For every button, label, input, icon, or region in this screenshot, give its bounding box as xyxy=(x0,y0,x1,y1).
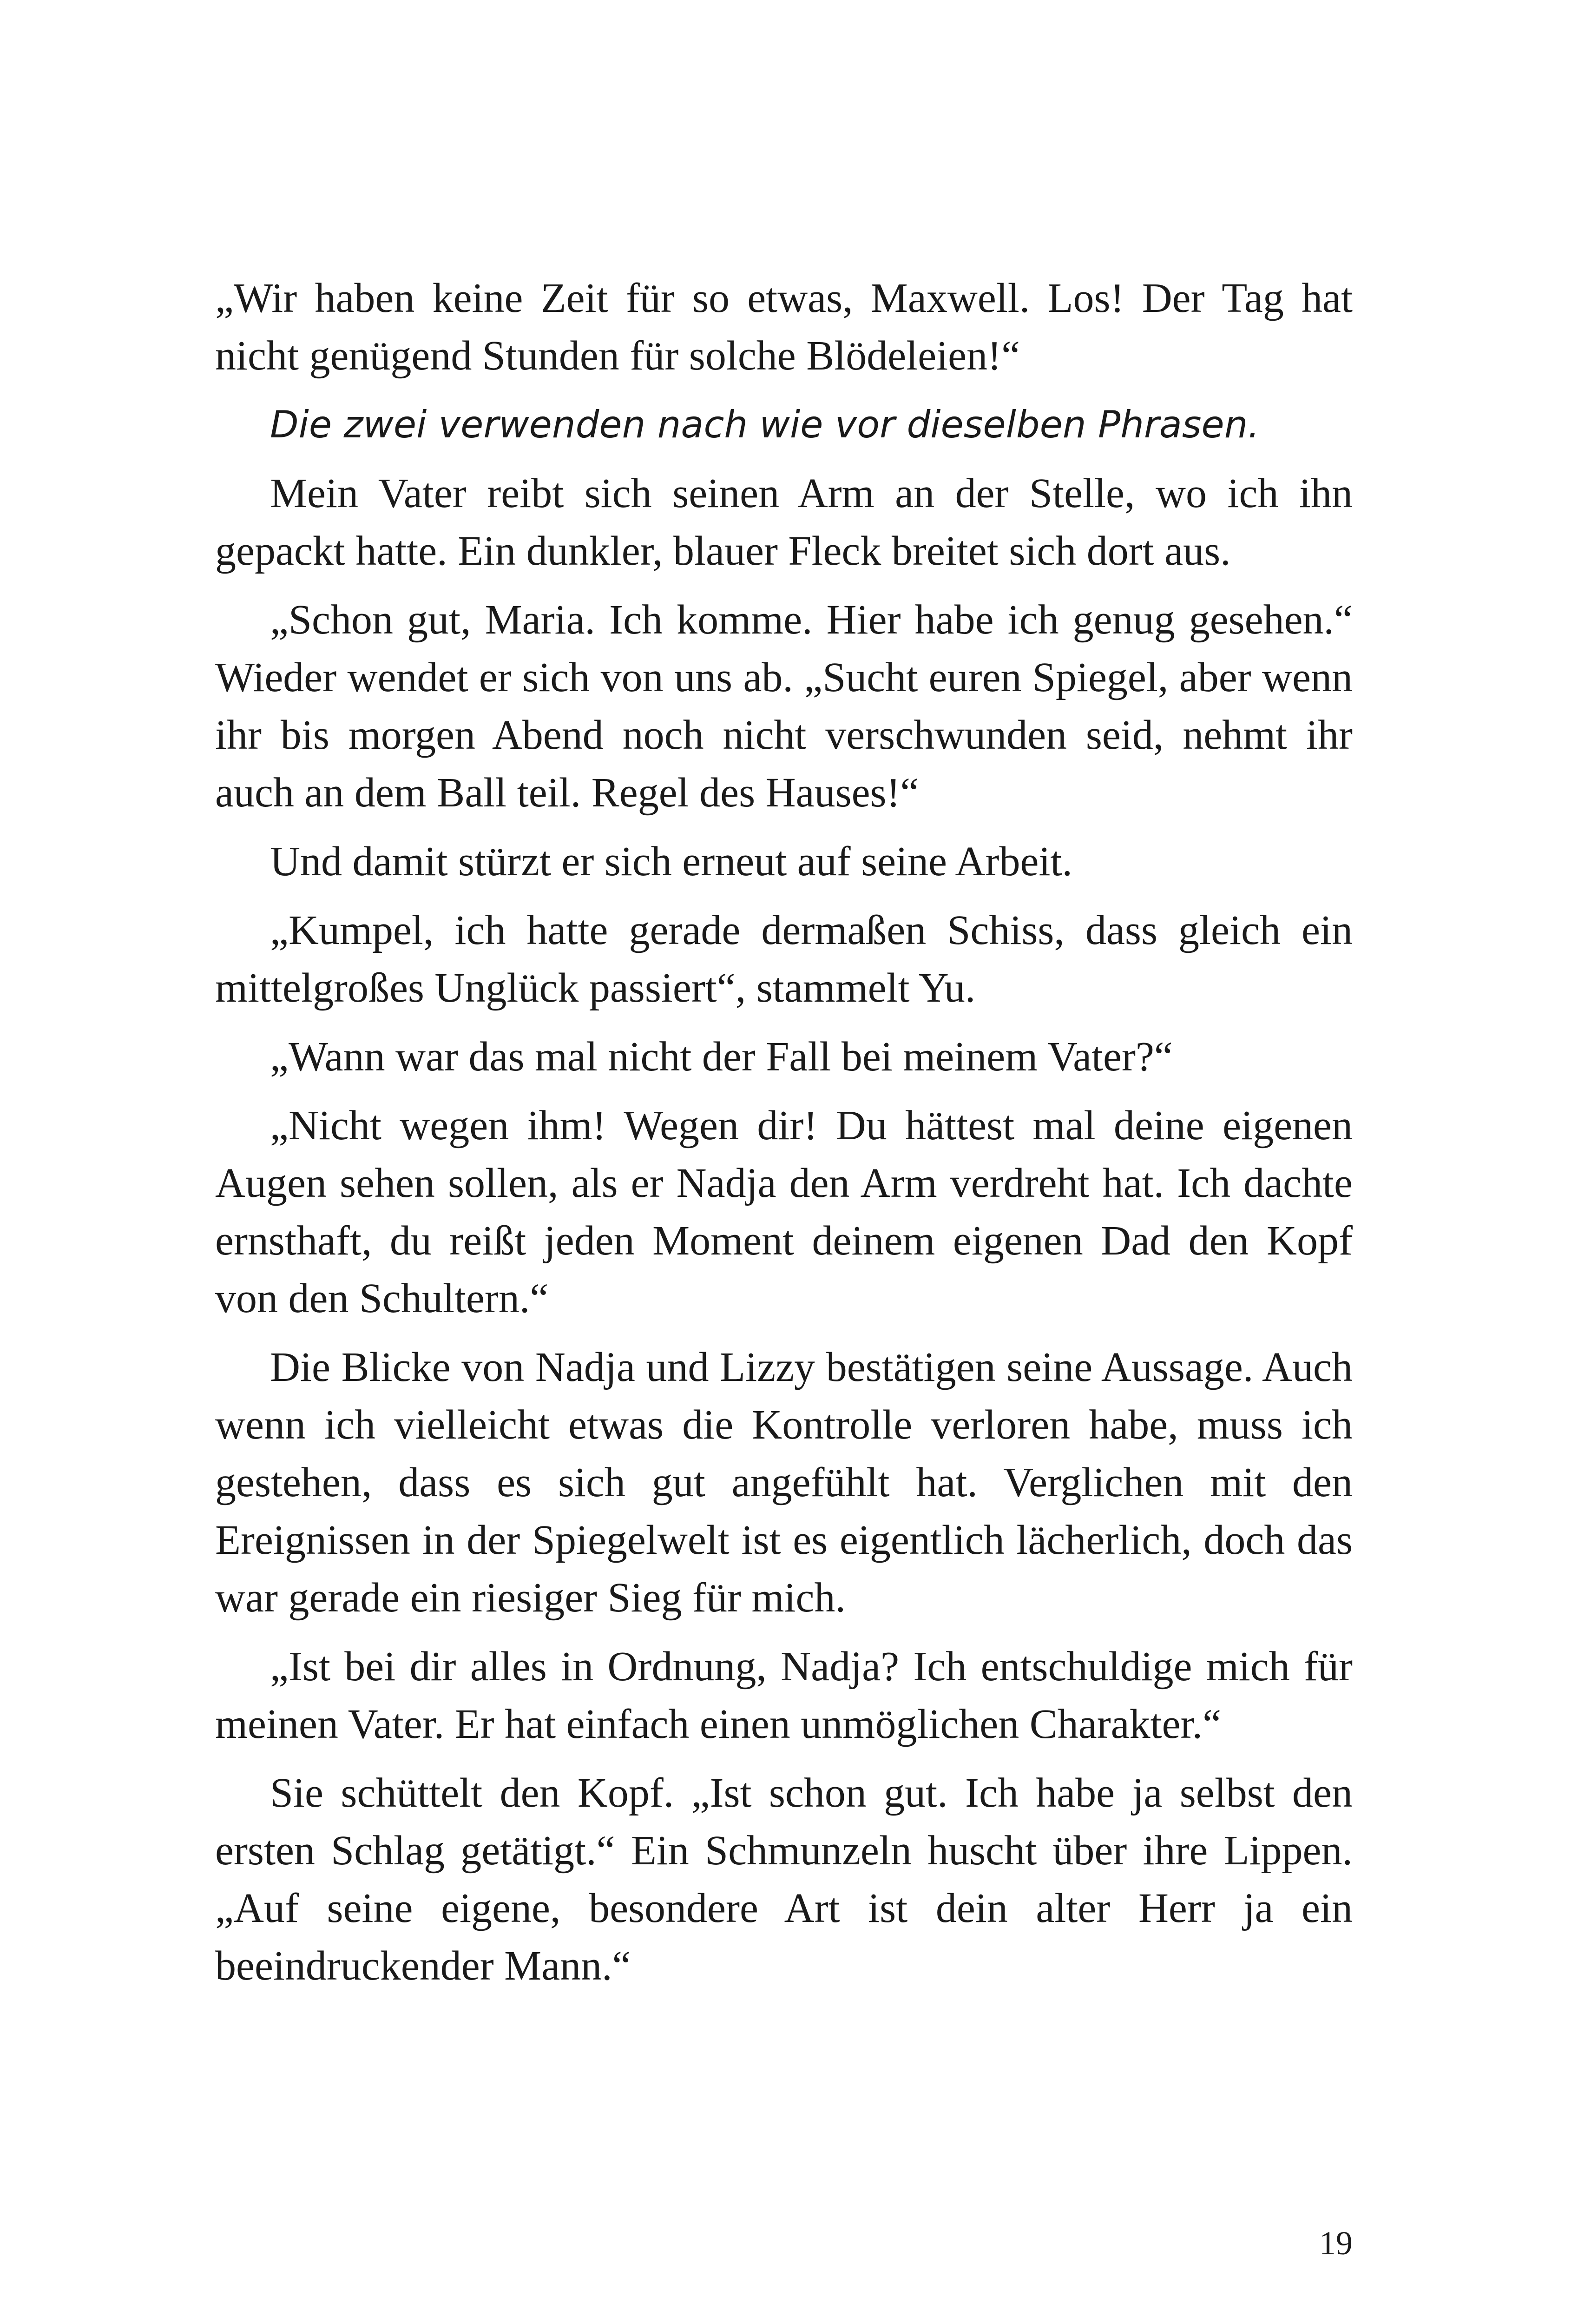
body-text xyxy=(215,270,1353,2006)
paragraph: Sie schüttelt den Kopf. „Ist schon gut. Ich habe ja selbst den ersten Schlag getätigt.“ Ein Schmunzeln huscht über ihre Lippen. „Auf seine eigene, besondere Art ist dein alter Herr ja ein beeindruckender Mann.“ xyxy=(215,1770,1353,1989)
italic-thought-paragraph: Die zwei verwenden nach wie vor dieselben Phrasen. xyxy=(270,403,1260,446)
paragraph: „Schon gut, Maria. Ich komme. Hier habe ich genug gesehen.“ Wieder wendet er sich von uns ab. „Sucht euren Spiegel, aber wenn ihr bis morgen Abend noch nicht verschwunden seid, nehmt ihr auch an dem Ball teil. Regel des Hauses!“ xyxy=(215,597,1353,816)
page-number: 19 xyxy=(1319,2225,1353,2262)
paragraph: „Nicht wegen ihm! Wegen dir! Du hättest mal deine eigenen Augen sehen sollen, als er Nadja den Arm verdreht hat. Ich dachte ernsthaft, du reißt jeden Moment deinem eigenen Dad den Kopf von den Schultern.“ xyxy=(215,1103,1353,1321)
paragraph: „Wir haben keine Zeit für so etwas, Maxwell. Los! Der Tag hat nicht genügend Stunden für solche Blödeleien!“ xyxy=(215,275,1353,379)
paragraph: „Wann war das mal nicht der Fall bei meinem Vater?“ xyxy=(270,1034,1173,1080)
paragraph: Und damit stürzt er sich erneut auf seine Arbeit. xyxy=(270,838,1072,885)
paragraph: „Kumpel, ich hatte gerade dermaßen Schiss, dass gleich ein mittelgroßes Unglück passiert“, stammelt Yu. xyxy=(215,907,1353,1011)
paragraph: Die Blicke von Nadja und Lizzy bestätigen seine Aussage. Auch wenn ich vielleicht etwas die Kontrolle verloren habe, muss ich gestehen, dass es sich gut angefühlt hat. Verglichen mit den Ereignissen in der Spiegelwelt ist es eigentlich lächerlich, doch das war gerade ein riesiger Sieg für mich. xyxy=(215,1344,1353,1621)
paragraph: „Ist bei dir alles in Ordnung, Nadja? Ich entschuldige mich für meinen Vater. Er hat einfach einen unmöglichen Charakter.“ xyxy=(215,1644,1353,1747)
paragraph: Mein Vater reibt sich seinen Arm an der Stelle, wo ich ihn gepackt hatte. Ein dunkler, blauer Fleck breitet sich dort aus. xyxy=(215,470,1353,574)
